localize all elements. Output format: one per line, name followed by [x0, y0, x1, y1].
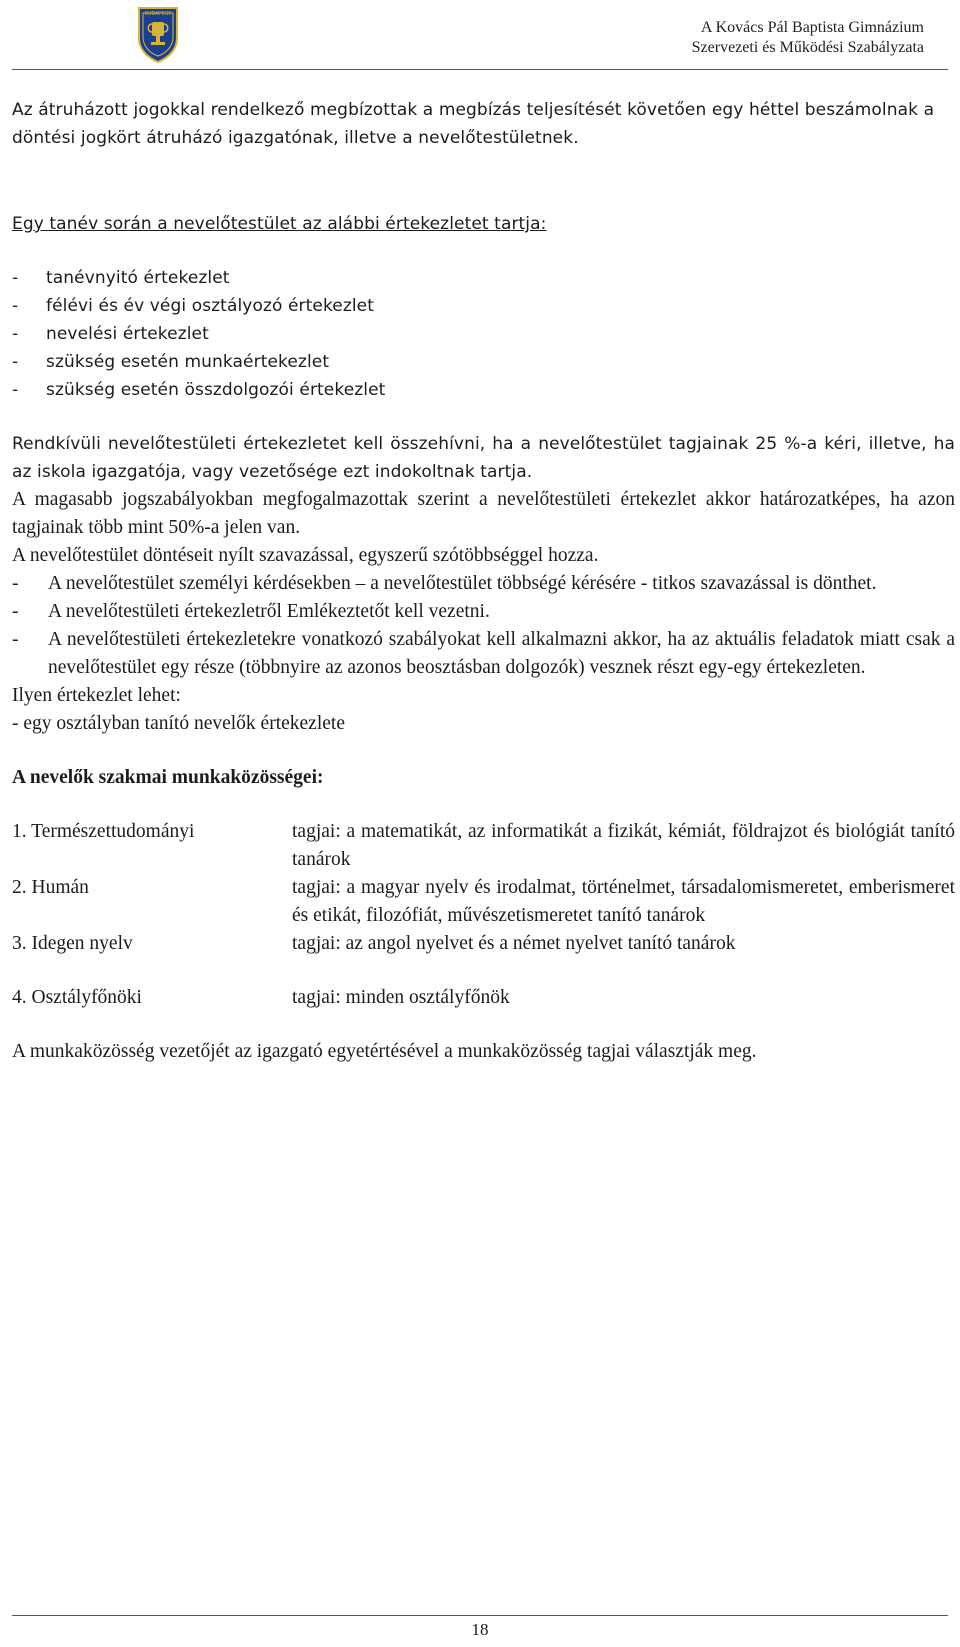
header-text — [692, 18, 924, 58]
rule-item: - A nevelőtestületi értekezletről Emlékeztetőt kell vezetni. — [12, 601, 490, 622]
team-name: 2. Humán — [12, 877, 89, 898]
closing-paragraph: A munkaközösség vezetőjét az igazgató egyetértésével a munkaközösség tagjai választják meg. — [12, 1041, 757, 1062]
school-crest-icon — [135, 4, 181, 64]
team-name: 3. Idegen nyelv — [12, 933, 133, 954]
team-description: tagjai: a magyar nyelv és irodalmat, történelmet, társadalomismeretet, emberismeret és etikát, filozófiát, művészetismeretet tanító tanárok — [292, 877, 955, 926]
rule-item: - A nevelőtestületi értekezletekre vonatkozó szabályokat kell alkalmazni akkor, ha az aktuális feladatok miatt csak a nevelőtestület egy része (többnyire az azonos beosztásban dolgozók) vesznek részt egy-egy értekezleten. — [12, 629, 955, 678]
teams-heading: A nevelők szakmai munkaközösségei: — [12, 767, 324, 788]
quorum-paragraph: A magasabb jogszabályokban megfogalmazottak szerint a nevelőtestületi értekezlet akkor határozatképes, ha azon tagjainak több mint 50%-a jelen van. — [12, 489, 955, 538]
school-name: A Kovács Pál Baptista Gimnázium — [700, 19, 924, 36]
header-divider — [12, 69, 948, 70]
team-description: tagjai: a matematikát, az informatikát a fizikát, kémiát, földrajzot és biológiát tanító tanárok — [292, 821, 955, 870]
page-number: 18 — [471, 1620, 489, 1639]
extraordinary-meeting-paragraph: Rendkívüli nevelőtestületi értekezletet kell összehívni, ha a nevelőtestület tagjainak 25 %-a kéri, illetve, ha az iskola igazgatója, vagy vezetősége ezt indokoltnak tartja. — [12, 434, 955, 482]
such-meeting-label: Ilyen értekezlet lehet: — [12, 685, 181, 706]
team-description: tagjai: minden osztályfőnök — [292, 987, 510, 1008]
list-item: - szükség esetén összdolgozói értekezlet — [12, 380, 386, 400]
document-body — [12, 96, 955, 1066]
team-row — [12, 874, 955, 930]
decisions-paragraph: A nevelőtestület döntéseit nyílt szavazással, egyszerű szótöbbséggel hozza. — [12, 545, 599, 566]
footer-divider — [12, 1615, 948, 1616]
such-meeting-item: - egy osztályban tanító nevelők értekezlete — [12, 713, 345, 734]
team-description: tagjai: az angol nyelvet és a német nyelvet tanító tanárok — [292, 933, 736, 954]
list-item: - nevelési értekezlet — [12, 324, 209, 344]
page-header — [0, 0, 960, 70]
list-item: - szükség esetén munkaértekezlet — [12, 352, 330, 372]
team-row — [12, 930, 955, 958]
svg-text:BUDAPEST: BUDAPEST — [144, 11, 172, 17]
meetings-heading: Egy tanév során a nevelőtestület az alábbi értekezletet tartja: — [12, 214, 547, 234]
document-title: Szervezeti és Működési Szabályzata — [691, 39, 924, 56]
team-row — [12, 818, 955, 874]
team-row — [12, 984, 955, 1012]
intro-paragraph: Az átruházott jogokkal rendelkező megbízottak a megbízás teljesítését követően egy héttel beszámolnak a döntési jogkört átruházó igazgatónak, illetve a nevelőtestületnek. — [12, 100, 935, 148]
list-item: - tanévnyitó értekezlet — [12, 268, 230, 288]
team-name: 1. Természettudományi — [12, 821, 195, 842]
rule-item: - A nevelőtestület személyi kérdésekben – a nevelőtestület többségé kérésére - titkos szavazással is dönthet. — [12, 573, 877, 594]
team-name: 4. Osztályfőnöki — [12, 987, 142, 1008]
list-item: - félévi és év végi osztályozó értekezlet — [12, 296, 375, 316]
meetings-list — [12, 264, 955, 404]
